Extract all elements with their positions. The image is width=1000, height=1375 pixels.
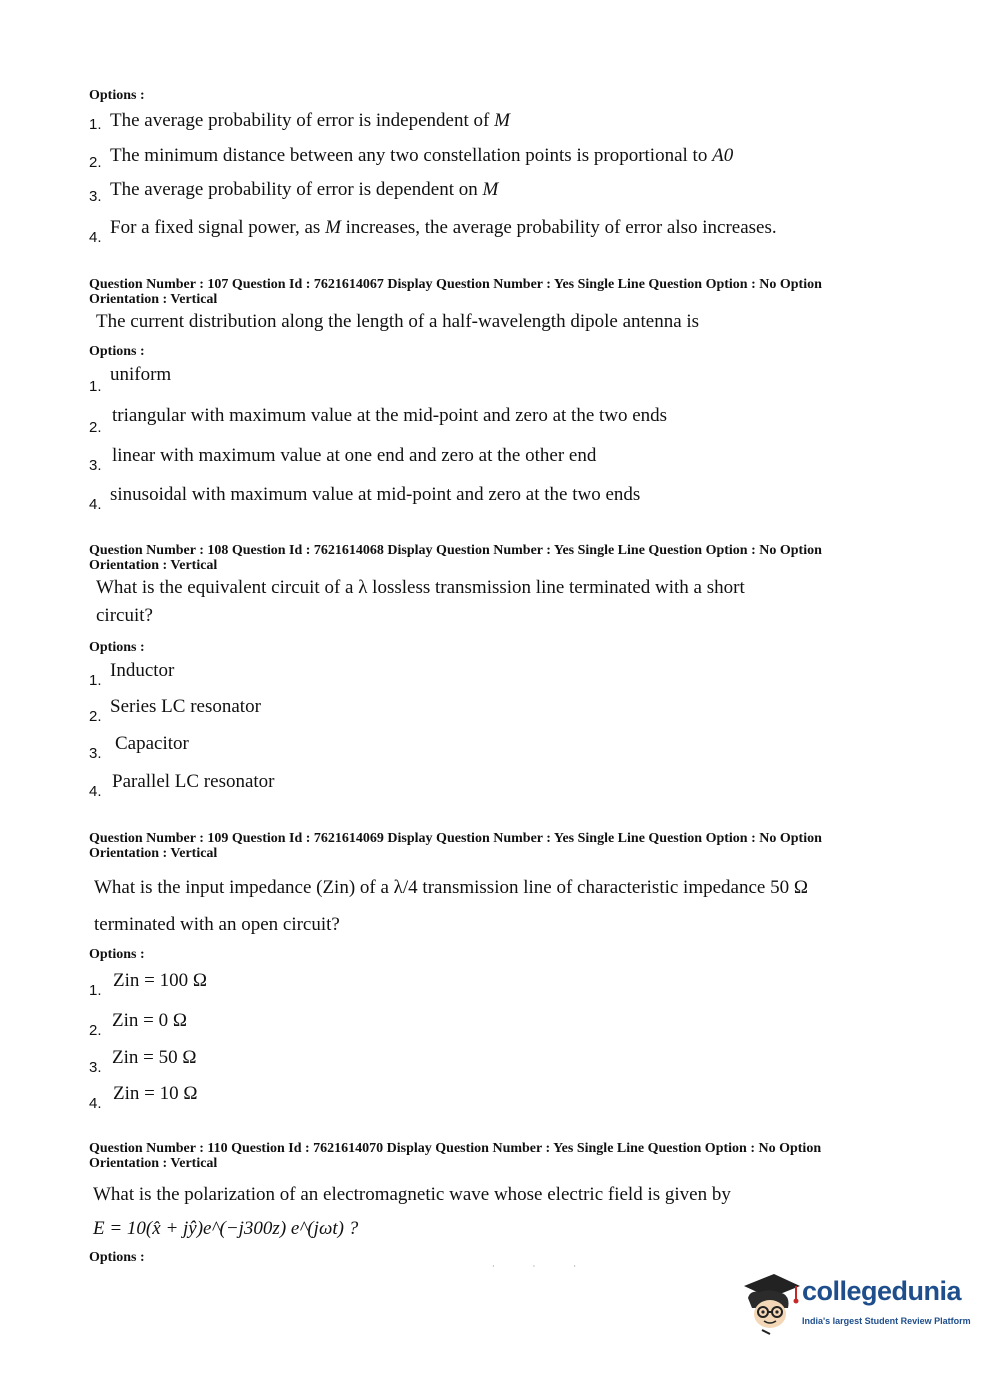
option-item [89,1047,909,1077]
option-text: Inductor [110,660,175,681]
options-label: Options : [89,640,145,655]
option-number: 4. [89,229,102,246]
option-number: 3. [89,745,102,762]
option-number: 2. [89,419,102,436]
option-item [89,145,909,175]
options-label: Options : [89,88,145,103]
option-text: sinusoidal with maximum value at mid-point and zero at the two ends [110,484,641,505]
option-number: 3. [89,188,102,205]
question-header-line: Question Number : 108 Question Id : 7621614068 Display Question Number : Yes Single Line Question Option : No Option [89,543,822,558]
question-text-line: What is the equivalent circuit of a λ lossless transmission line terminated with a short [96,577,745,598]
question-text-line: What is the polarization of an electromagnetic wave whose electric field is given by [93,1184,731,1205]
question-text-line: circuit? [96,605,153,626]
option-text: increases, the average probability of error also increases. [345,217,777,238]
option-text: The average probability of error is dependent on [110,179,478,200]
option-item [89,484,909,514]
options-label: Options : [89,344,145,359]
option-text: The minimum distance between any two constellation points is proportional to [110,145,708,166]
option-number: 2. [89,1022,102,1039]
option-item [89,771,909,801]
option-text: Zin = 0 Ω [112,1010,187,1031]
question-header-line: Orientation : Vertical [89,1156,218,1171]
option-text: Series LC resonator [110,696,261,717]
question-header [89,277,879,307]
question-header [89,543,879,573]
question-text [96,574,856,630]
question-header-line: Orientation : Vertical [89,846,218,861]
option-item [89,179,909,209]
option-item [89,660,909,690]
option-number: 3. [89,1059,102,1076]
logo-wordmark: collegedunia [802,1276,962,1306]
option-text: For a fixed signal power, as [110,217,321,238]
question-header-line: Orientation : Vertical [89,292,218,307]
option-number: 3. [89,457,102,474]
scan-artifact-dots: · · · [492,1262,594,1271]
question-header-line: Question Number : 107 Question Id : 7621614067 Display Question Number : Yes Single Line Question Option : No Option [89,277,822,292]
option-number: 1. [89,672,102,689]
question-text-line: What is the input impedance (Zin) of a λ/4 transmission line of characteristic impedance 50 Ω [94,877,808,898]
question-header [89,1141,879,1171]
option-item [89,217,909,247]
question-header [89,831,879,861]
question-header-line: Orientation : Vertical [89,558,218,573]
option-text: Zin = 10 Ω [113,1083,198,1104]
option-item [89,405,909,435]
question-equation: E = 10(x̂ + jŷ)e^(−j300z) e^(jωt) ? [93,1218,359,1239]
option-number: 4. [89,1095,102,1112]
option-item [89,696,909,726]
option-text: uniform [110,364,172,385]
logo-tagline: India's largest Student Review Platform [802,1316,971,1326]
option-item [89,364,909,394]
options-label: Options : [89,1250,145,1265]
collegedunia-logo [740,1268,970,1338]
question-text [94,869,854,943]
option-item [89,733,909,763]
option-text: The average probability of error is independent of [110,110,490,131]
option-item [89,445,909,475]
question-text [96,308,856,336]
question-header-line: Question Number : 109 Question Id : 7621614069 Display Question Number : Yes Single Line Question Option : No Option [89,831,822,846]
option-number: 4. [89,496,102,513]
option-number: 1. [89,116,102,133]
option-text: triangular with maximum value at the mid-point and zero at the two ends [112,405,668,426]
option-item [89,970,909,1000]
option-item [89,110,909,140]
question-header-line: Question Number : 110 Question Id : 7621614070 Display Question Number : Yes Single Line Question Option : No Option [89,1141,822,1156]
option-math: M [482,179,499,200]
option-number: 1. [89,982,102,999]
question-text-line: terminated with an open circuit? [94,914,340,935]
option-text: linear with maximum value at one end and zero at the other end [112,445,597,466]
option-math: A0 [712,145,734,166]
mascot-icon [740,1268,802,1338]
option-item [89,1083,909,1113]
option-number: 2. [89,708,102,725]
option-item [89,1010,909,1040]
option-text: Parallel LC resonator [112,771,275,792]
option-number: 2. [89,154,102,171]
option-text: Zin = 100 Ω [113,970,207,991]
option-math: M [325,217,341,238]
question-text [93,1178,853,1246]
question-text-line: The current distribution along the length of a half-wavelength dipole antenna is [96,311,700,332]
option-text: Zin = 50 Ω [112,1047,197,1068]
options-label: Options : [89,947,145,962]
option-math: M [494,110,510,131]
option-number: 1. [89,378,102,395]
option-text: Capacitor [115,733,189,754]
option-number: 4. [89,783,102,800]
